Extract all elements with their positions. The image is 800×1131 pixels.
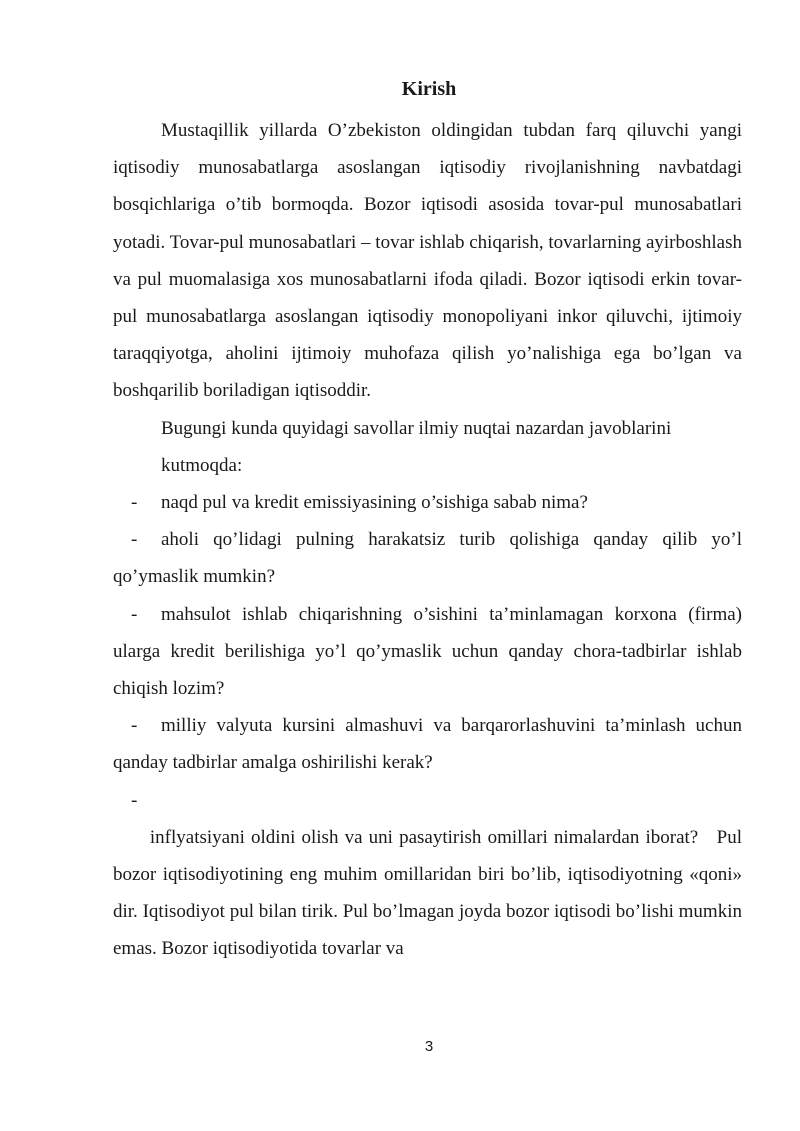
list-item-text: aholi qo’lidagi pulning harakatsiz turib qolishiga qanday qilib yo’l qo’ymaslik mumkin? xyxy=(113,529,742,588)
list-marker: - xyxy=(131,789,138,811)
list-item xyxy=(113,782,747,1005)
list-item-text: inflyatsiyani oldini olish va uni pasaytirish omillari nimalardan iborat? Pul bozor iqtisodiyotining eng muhim omillaridan biri bo’lib, iqtisodiyotning «qoni» dir. Iqtisodiyot pul bilan tirik. Pul bo’lmagan joyda bozor iqtisodi bo’lishi mumkin emas. Bozor iqtisodiyotida tovarlar va xyxy=(113,826,747,960)
list-item xyxy=(113,484,742,521)
list-item xyxy=(113,596,742,708)
page-number: 3 xyxy=(424,1038,434,1055)
list-marker: - xyxy=(131,603,138,625)
list-item xyxy=(113,707,742,781)
intro-paragraph: Mustaqillik yillarda O’zbekiston oldingidan tubdan farq qiluvchi yangi iqtisodiy munosabatlarga asoslangan iqtisodiy rivojlanishning navbatdagi bosqichlariga o’tib bormoqda. Bozor iqtisodi asosida tovar-pul munosabatlari yotadi. Tovar-pul munosabatlari – tovar ishlab chiqarish, tovarlarning ayirboshlash va pul muomalasiga xos munosabatlarni ifoda qiladi. Bozor iqtisodi erkin tovar-pul munosabatlarga asoslangan iqtisodiy monopoliyani inkor qiluvchi, ijtimoiy taraqqiyotga, aholini ijtimoiy muhofaza qilish yo’nalishiga ega bo’lgan va boshqarilib boriladigan iqtisoddir. xyxy=(113,120,743,402)
list-item xyxy=(113,521,742,595)
list-item-text: naqd pul va kredit emissiyasining o’sishiga sabab nima? xyxy=(161,492,588,514)
document-body xyxy=(113,112,747,1005)
list-marker: - xyxy=(131,492,138,514)
page-title: Kirish xyxy=(401,78,457,100)
list-marker: - xyxy=(131,529,138,551)
list-item-text: mahsulot ishlab chiqarishning o’sishini ta’minlamagan korxona (firma) ularga kredit berilishiga yo’l qo’ymaslik uchun qanday chora-tadbirlar ishlab chiqish lozim? xyxy=(113,603,742,700)
list-marker: - xyxy=(131,715,138,737)
list-item-text: milliy valyuta kursini almashuvi va barqarorlashuvini ta’minlash uchun qanday tadbirlar amalga oshirilishi kerak? xyxy=(113,715,742,774)
questions-intro-paragraph: Bugungi kunda quyidagi savollar ilmiy nuqtai nazardan javoblarini kutmoqda: xyxy=(161,417,672,476)
